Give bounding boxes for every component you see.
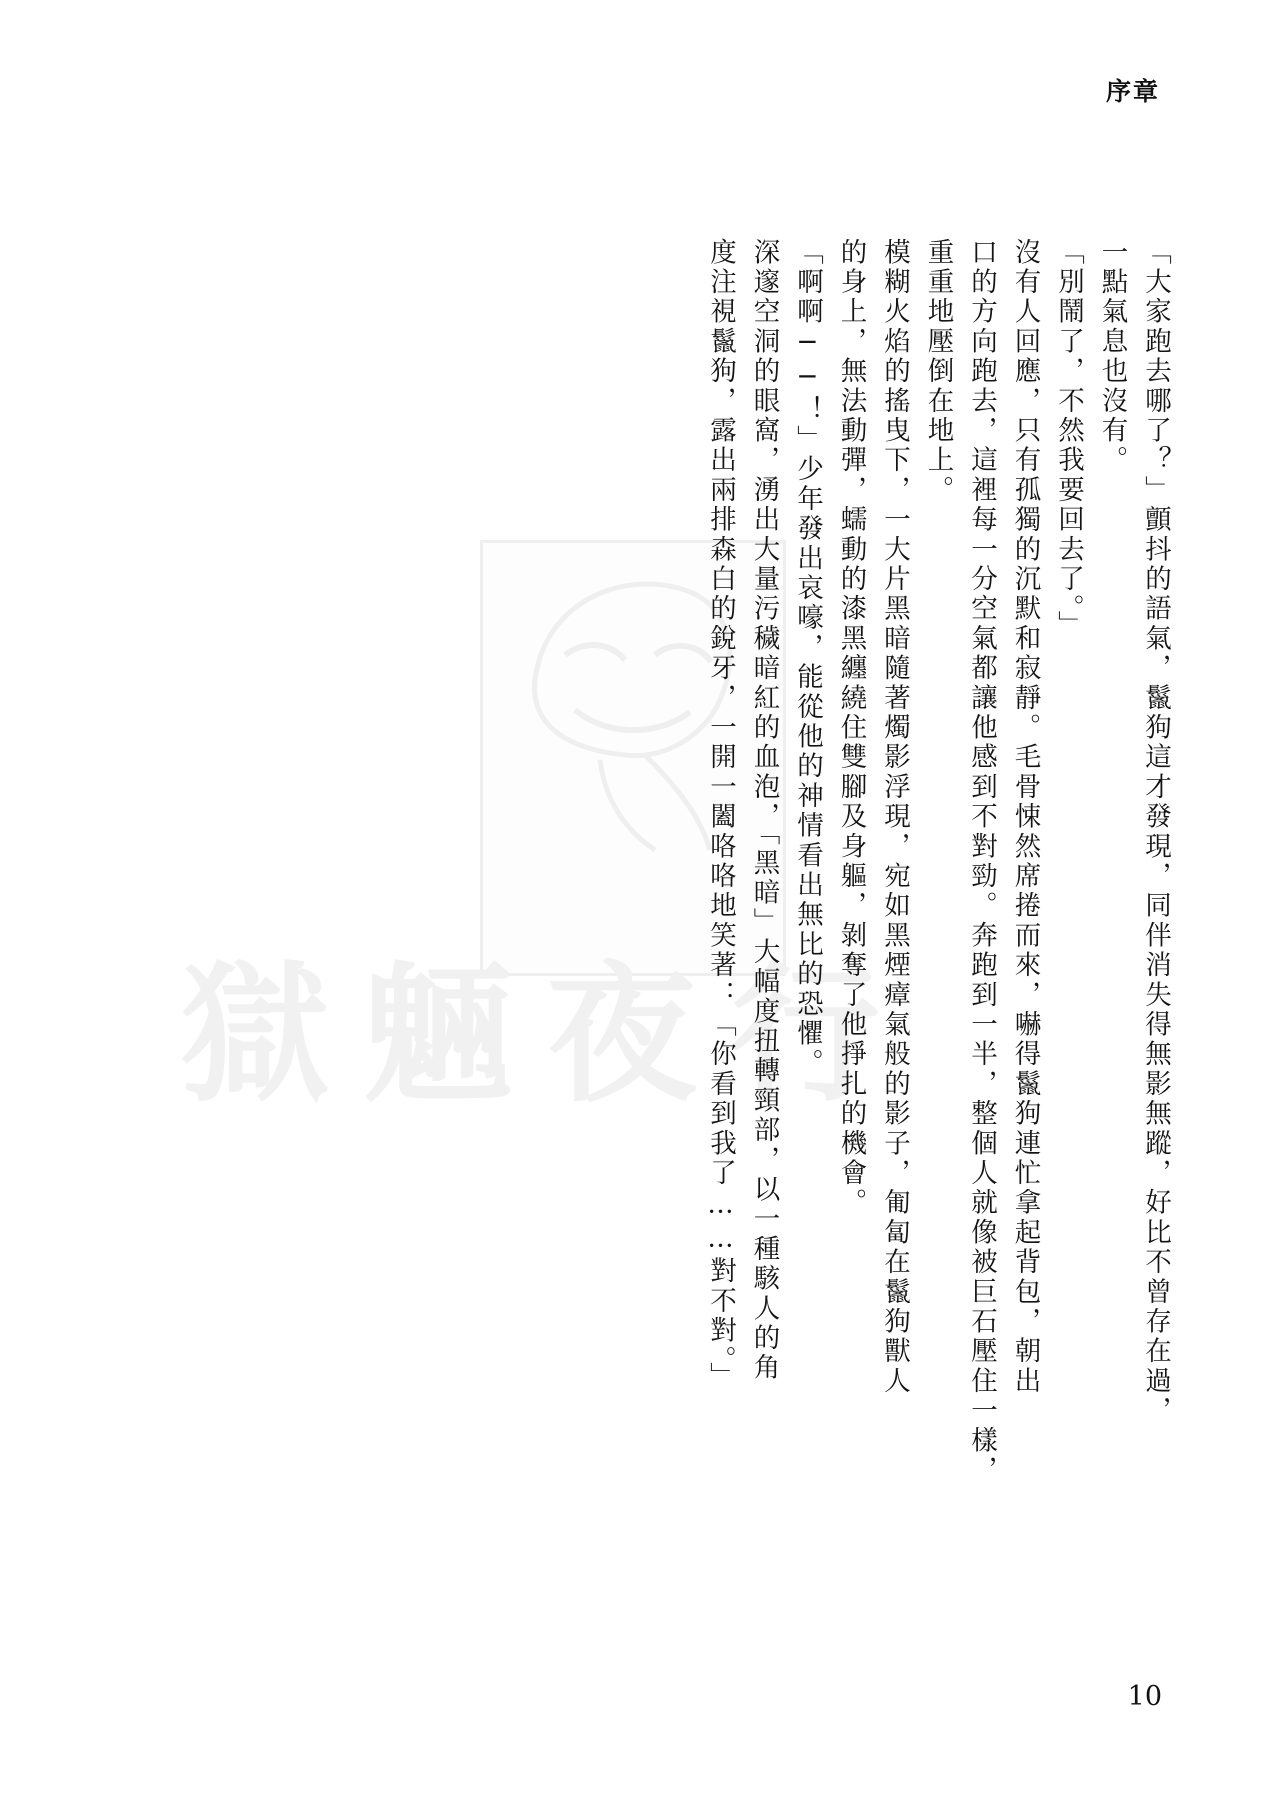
text-column: 的身上，無法動彈，蠕動的漆黑纏繞住雙腳及身軀，剝奪了他掙扎的機會。 — [835, 238, 867, 1219]
text-column: 度注視鬣狗，露出兩排森白的銳牙，一開一闔咯咯地笑著：「你看到我了……對不對。」 — [705, 238, 736, 1393]
body-text-columns — [690, 238, 1171, 1486]
text-column: 模糊火焰的搖曳下，一大片黑暗隨著燭影浮現，宛如黑煙瘴氣般的影子，匍匐在鬣狗獸人 — [879, 238, 910, 1397]
text-column: 「別鬧了，不然我要回去了。」 — [1053, 238, 1084, 641]
watermark-char-4: 行 — [729, 947, 880, 1123]
text-column: 「大家跑去哪了？」顫抖的語氣，鬣狗這才發現，同伴消失得無影無蹤，好比不曾存在過， — [1140, 238, 1171, 1426]
text-column: 深邃空洞的眼窩，湧出大量污穢暗紅的血泡，「黑暗」大幅度扭轉頸部，以一種駭人的角 — [748, 238, 780, 1384]
text-column: 沒有人回應，只有孤獨的沉默和寂靜。毛骨悚然席捲而來，嚇得鬣狗連忙拿起背包，朝出 — [1009, 238, 1041, 1397]
page-number: 10 — [1127, 1681, 1162, 1712]
watermark-char-1: 獄 — [180, 947, 331, 1123]
page-header-title: 序章 — [1105, 77, 1160, 106]
text-column: 一點氣息也沒有。 — [1096, 238, 1128, 476]
watermark-char-2: 魎 — [363, 947, 514, 1123]
watermark-char-3: 夜 — [546, 947, 697, 1123]
text-column: 口的方向跑去，這裡每一分空氣都讓他感到不對勁。奔跑到一半，整個人就像被巨石壓住一樣， — [966, 238, 997, 1486]
text-column: 重重地壓倒在地上。 — [922, 238, 954, 506]
text-column: 「啊啊──！」少年發出哀嚎，能從他的神情看出無比的恐懼。 — [792, 238, 823, 1079]
